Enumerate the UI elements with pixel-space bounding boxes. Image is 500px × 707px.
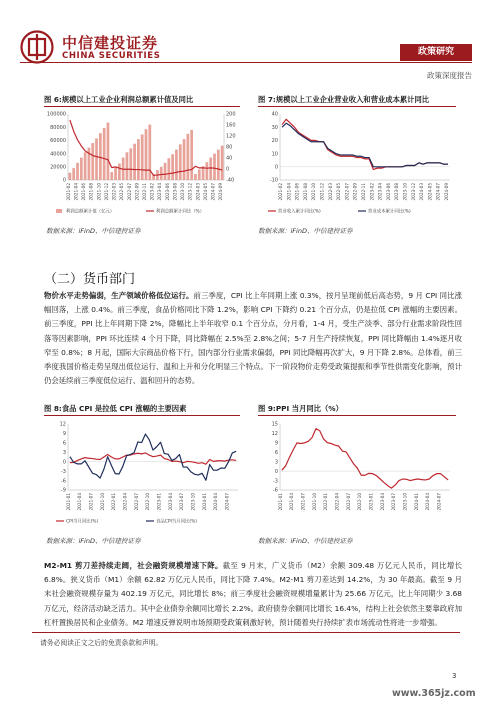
paragraph-money-lead: M2-M1 剪刀差持续走阔，社会融资规模增速下降。 [44,561,223,570]
fig6-xtick-label: 2024-05 [202,183,208,201]
fig9-xtick-label: 2022-10 [357,493,363,511]
report-type-label: 政策深度报告 [427,71,472,80]
fig8-xtick-label: 2021-04 [77,493,83,511]
fig6-bar [137,139,140,180]
footer-divider [32,632,460,633]
fig6-svg [44,108,244,218]
figure-9-title: 图 9:PPI 当月同比（%） [258,404,343,413]
fig7-xtick-label: 2024-09 [443,183,449,201]
fig6-xtick-label: 2024-09 [218,183,224,201]
fig6-ytick-right-label: -40 [226,177,235,184]
figure-8-source: 数据来源：iFinD、中信建投证券 [46,537,141,545]
fig6-bar [141,134,144,180]
fig8-legend-label: 食品CPI当月同比(%) [156,519,197,525]
fig7-xtick-label: 2021-10 [311,183,317,201]
fig6-xtick-label: 2023-08 [172,183,178,201]
fig6-xtick-label: 2022-09 [134,183,140,201]
fig6-bar [91,143,94,180]
fig6-bar [72,168,75,180]
fig7-xtick-label: 2023-08 [394,183,400,201]
fig6-legend-label: 利润总额累计同比（%） [156,209,205,215]
fig7-xtick-label: 2024-05 [427,183,433,201]
fig6-xtick-label: 2022-05 [119,183,125,201]
fig9-ytick-label: 15 [271,421,278,428]
fig6-bar [213,154,216,180]
fig6-xtick-label: 2021-10 [96,183,102,201]
fig8-svg [44,418,244,528]
fig7-xtick-label: 2021-12 [319,183,325,201]
fig7-ytick-label: 10 [271,151,278,158]
fig6-ytick-right-label: 80 [226,144,233,151]
fig6-bar [129,148,132,180]
figure-8-chart [44,418,244,528]
fig9-xtick-label: 2022-04 [334,493,340,511]
figure-7-source: 数据来源：iFinD、中信建投证券 [258,227,353,235]
fig7-ytick-label: -10 [269,177,278,184]
fig6-ytick-right-label: 160 [226,122,236,129]
figure-6-rule [44,106,240,107]
fig9-xtick-label: 2024-07 [436,493,442,511]
fig8-xtick-label: 2022-07 [133,493,139,511]
section-title: （二）货币部门 [44,272,136,287]
paragraph-prices [44,289,462,388]
company-logo [20,30,170,70]
disclaimer-note: 请务必阅读正文之后的免责条款和声明。 [40,639,163,647]
china-securities-logo-icon [20,30,54,64]
fig6-bar [198,169,201,180]
fig6-bar [194,174,197,180]
fig6-bar [103,128,106,180]
figure-7-chart [256,108,456,218]
paragraph-prices-body: 前三季度，CPI 比上年同期上涨 0.3%，按月呈现前低后高态势，9 月 CPI 同比涨幅回落，上涨 0.4%。前三季度，食品价格同比下降 1.2%，影响 CPI 下降约 0.21 个百分点，仍是拉低 CPI 涨幅的主要因素。前三季度，PPI 比上年同期下降 2%，降幅比上半年收窄 0.1 个百分点，分月看，1-4 月，受生产淡季、部分行业需求阶段性回落等因素影响，PPI 环比连续 4 个月下降，同比降幅在 2.5%至 2.8%之间；5-7 月生产持续恢复，PPI 同比降幅由 1.4%逐月收窄至 0.8%；8 月起，国际大宗商品价格下行，国内部分行业需求偏弱，PPI 同比降幅再次扩大，9 月下降 2.8%。总体看，前三季度我国价格走势呈现出低位运行、温和上升和分化明显三个特点。下一阶段物价走势受政策提振和季节性供需变化影响，预计仍会延续前三季度低位运行、温和回升的态势。 [44,291,462,386]
fig6-bar [110,172,113,180]
header-divider [20,62,472,63]
fig8-series-line [70,453,236,464]
fig8-ytick-label: -9 [61,487,66,494]
fig6-xtick-label: 2023-02 [149,183,155,201]
fig9-xtick-label: 2021-01 [277,493,283,511]
page-number: 3 [452,672,457,680]
fig6-bar [84,152,87,180]
fig8-xtick-label: 2023-07 [179,493,185,511]
fig9-ytick-label: -6 [273,487,278,494]
fig6-ytick-label: 80000 [50,124,66,131]
figure-9-rule [258,415,456,416]
fig9-xtick-label: 2022-07 [345,493,351,511]
fig6-bar [118,164,121,181]
figure-9-chart [256,418,456,528]
fig9-xtick-label: 2024-01 [413,493,419,511]
fig6-xtick-label: 2023-04 [157,183,163,201]
figure-9-source: 数据来源：iFinD、中信建投证券 [258,537,353,545]
fig9-ytick-label: 9 [274,440,278,447]
paragraph-money-body: 截至 9 月末，广义货币（M2）余额 309.48 万亿元人民币，同比增长 6.8%。狭义货币（M1）余额 62.82 万亿元人民币，同比下降 7.4%。M2-M1 剪刀差达到 14.2%，为 30 年最高。截至 9 月末社会融资规模存量为 402.19 万亿元，同比增长 8%；前三季度社会融资规模增量累计为 25.66 万亿元，比上年同期少 3.68 万亿元，经济活动缺乏活力。其中企业债券余额同比增长 2.2%。政府债券余额同比增长 16.4%，结构上社会依然主要靠政府加杠杆置换居民和企业债务。M2 增速反弹说明市场预期受政策刺激好转，预计随着央行持续扩表市场流动性将进一步增强。 [44,561,462,627]
figure-7-title: 图 7:规模以上工业企业营业收入和营业成本累计同比 [258,95,430,104]
fig6-xtick-label: 2023-06 [164,183,170,201]
fig6-bar [221,146,224,180]
paragraph-prices-lead: 物价水平走势偏弱，生产领域价格低位运行。 [44,291,194,300]
fig6-ytick-right-label: 40 [226,155,233,162]
logo-english-name: CHINA SECURITIES [62,51,161,61]
fig6-xtick-label: 2024-03 [195,183,201,201]
figure-7-rule [258,106,456,107]
fig9-ytick-label: 12 [271,431,278,438]
fig6-xtick-label: 2021-06 [81,183,87,201]
fig6-bar [217,150,220,180]
fig9-xtick-label: 2023-01 [368,493,374,511]
fig6-ytick-label: 60000 [50,138,66,145]
fig8-ytick-label: 6 [62,440,66,447]
figure-8-rule [44,415,240,416]
fig6-bar [190,130,193,180]
fig7-xtick-label: 2021-06 [294,183,300,201]
fig8-xtick-label: 2023-04 [167,493,173,511]
fig6-bar [167,158,170,180]
fig6-bar [179,144,182,180]
fig6-bar [133,144,136,180]
fig8-xtick-label: 2022-01 [111,493,117,511]
fig9-xtick-label: 2021-07 [300,493,306,511]
fig6-xtick-label: 2023-10 [180,183,186,201]
fig6-xtick-label: 2021-08 [88,183,94,201]
fig6-bar [69,173,72,180]
fig6-bar [186,134,189,180]
fig6-bar [99,133,102,180]
fig9-series-line [282,429,448,488]
fig7-xtick-label: 2022-07 [344,183,350,201]
fig6-bar [107,123,110,180]
fig9-xtick-label: 2023-10 [402,493,408,511]
fig6-bar [209,158,212,180]
fig7-svg [256,108,456,218]
fig9-xtick-label: 2023-07 [391,493,397,511]
fig6-xtick-label: 2023-12 [187,183,193,201]
fig7-series-line [282,123,448,167]
fig6-legend-swatch [56,209,62,213]
fig6-xtick-label: 2021-12 [103,183,109,201]
fig6-bar [160,167,163,180]
fig6-legend-label: 利润总额累计值（亿元） [66,209,115,215]
fig7-xtick-label: 2021-02 [278,183,284,201]
fig8-ytick-label: 12 [59,421,66,428]
fig6-bar [114,167,117,180]
fig7-xtick-label: 2023-06 [385,183,391,201]
report-category-tag: 政策研究 [400,44,472,61]
fig6-bar [164,163,167,180]
fig7-ytick-label: 20 [271,138,278,145]
fig6-bar [95,138,98,180]
fig6-xtick-label: 2024-07 [210,183,216,201]
fig7-ytick-label: 30 [271,124,278,131]
fig8-xtick-label: 2023-10 [190,493,196,511]
fig8-xtick-label: 2023-01 [156,493,162,511]
fig7-ytick-label: 40 [271,111,278,118]
fig7-xtick-label: 2021-08 [302,183,308,201]
fig7-xtick-label: 2021-04 [286,183,292,201]
figure-8-title: 图 8:食品 CPI 是拉低 CPI 涨幅的主要因素 [44,404,187,413]
fig8-ytick-label: 0 [62,459,66,466]
fig6-bar [126,152,129,180]
fig7-xtick-label: 2022-09 [352,183,358,201]
fig8-legend-label: CPI当月同比(%) [66,519,99,525]
fig9-xtick-label: 2024-04 [425,493,431,511]
fig8-xtick-label: 2022-10 [145,493,151,511]
site-watermark: www.365jz.com [392,688,476,699]
fig9-ytick-label: 3 [274,459,278,466]
fig6-ytick-label: 40000 [50,151,66,158]
fig6-xtick-label: 2022-07 [126,183,132,201]
fig7-xtick-label: 2023-12 [410,183,416,201]
fig6-bar [145,129,148,180]
fig7-xtick-label: 2022-03 [327,183,333,201]
fig6-ytick-label: 100000 [46,111,66,118]
fig6-xtick-label: 2021-02 [65,183,71,201]
figure-6-title: 图 6:规模以上工业企业利润总额累计值及同比 [44,95,194,104]
fig9-xtick-label: 2022-01 [323,493,329,511]
fig6-xtick-label: 2021-04 [73,183,79,201]
fig9-ytick-label: 6 [274,449,278,456]
fig8-xtick-label: 2021-01 [65,493,71,511]
fig8-ytick-label: 3 [62,449,66,456]
fig9-ytick-label: 0 [274,468,278,475]
fig6-ytick-right-label: 120 [226,133,236,140]
fig7-xtick-label: 2022-05 [336,183,342,201]
fig9-xtick-label: 2021-04 [289,493,295,511]
fig7-series-line [282,119,448,169]
fig7-ytick-label: 0 [274,164,278,171]
fig6-bar [183,139,186,180]
fig6-ytick-label: 20000 [50,164,66,171]
fig6-bar [76,163,79,180]
fig6-ytick-label: 0 [62,177,66,184]
fig7-legend-label: 营业成本累计同比(%) [368,209,411,215]
fig6-xtick-label: 2022-11 [142,183,147,201]
fig8-xtick-label: 2024-01 [201,493,207,511]
fig6-ytick-right-label: 200 [226,111,236,118]
fig7-xtick-label: 2022-11 [361,183,366,201]
fig8-ytick-label: -3 [61,468,66,475]
fig6-bar [80,158,83,180]
fig6-bar [171,154,174,180]
fig7-legend-label: 营业收入累计同比(%) [278,209,321,215]
figure-6-chart [44,108,244,218]
fig8-xtick-label: 2022-04 [122,493,128,511]
fig7-xtick-label: 2023-02 [369,183,375,201]
fig8-ytick-label: 9 [62,431,66,438]
figure-6-source: 数据来源：iFinD、中信建投证券 [46,227,141,235]
fig7-xtick-label: 2024-03 [419,183,425,201]
fig7-xtick-label: 2023-10 [402,183,408,201]
fig9-xtick-label: 2021-10 [311,493,317,511]
fig7-xtick-label: 2024-07 [435,183,441,201]
fig8-xtick-label: 2024-07 [224,493,230,511]
fig9-svg [256,418,456,528]
fig7-xtick-label: 2023-04 [377,183,383,201]
fig6-xtick-label: 2022-03 [111,183,117,201]
fig8-xtick-label: 2021-10 [99,493,105,511]
fig6-bar [206,162,209,180]
paragraph-money [44,559,462,630]
fig6-ytick-right-label: 0 [226,166,230,173]
fig9-ytick-label: -3 [273,478,278,485]
fig8-xtick-label: 2024-04 [213,493,219,511]
logo-chinese-name: 中信建投证券 [62,34,159,52]
fig9-xtick-label: 2023-04 [379,493,385,511]
fig6-bar [175,150,178,180]
fig8-ytick-label: -6 [61,478,66,485]
fig8-xtick-label: 2021-07 [88,493,94,511]
